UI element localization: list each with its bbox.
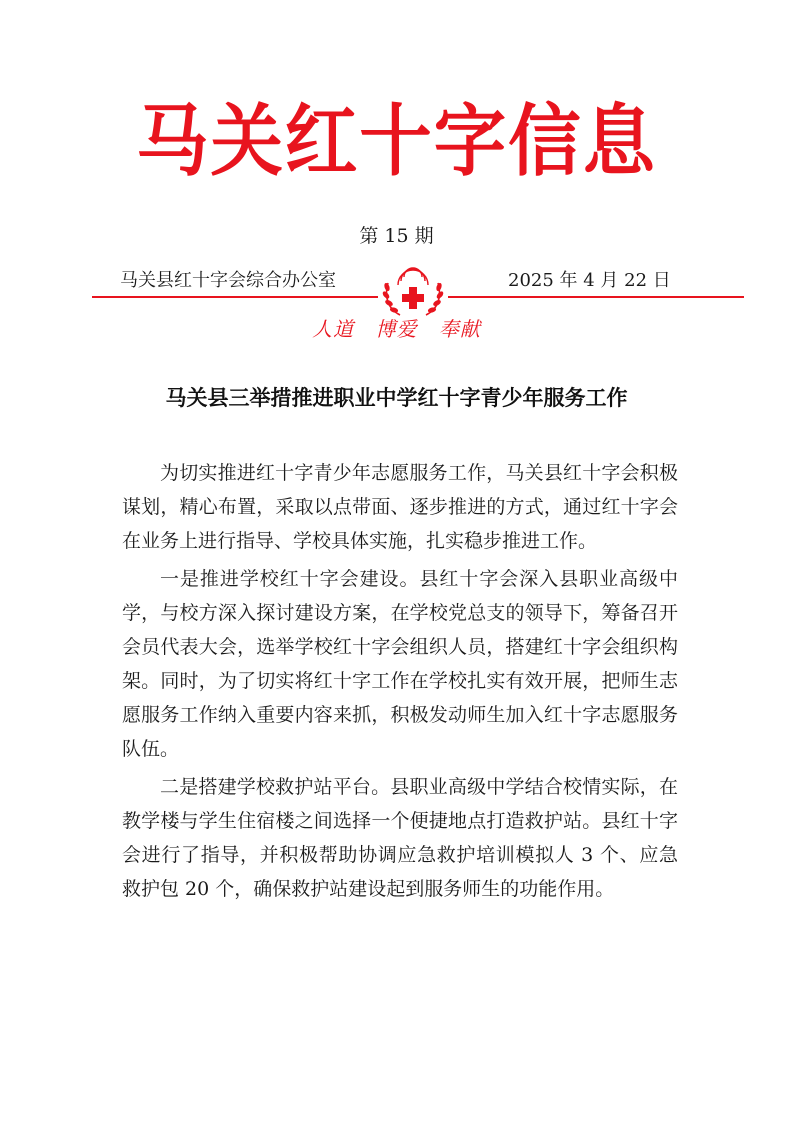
masthead-title: 马关红十字信息 xyxy=(136,97,657,187)
article-title: 马关县三举措推进职业中学红十字青少年服务工作 xyxy=(165,386,628,410)
issuing-office: 马关县红十字会综合办公室 xyxy=(120,270,336,291)
article-body xyxy=(122,456,678,910)
slogan: 人道 博爱 奉献 xyxy=(312,317,481,341)
article-paragraph: 二是搭建学校救护站平台。县职业高级中学结合校情实际，在教学楼与学生住宿楼之间选择一个便捷地点打造救护站。县红十字会进行了指导，并积极帮助协调应急救护培训模拟人 3 个、应急救护包 20 个，确保救护站建设起到服务师生的功能作用。 xyxy=(122,776,678,900)
article-paragraph: 为切实推进红十字青少年志愿服务工作，马关县红十字会积极谋划，精心布置，采取以点带面、逐步推进的方式，通过红十字会在业务上进行指导、学校具体实施，扎实稳步推进工作。 xyxy=(122,462,678,552)
issue-date: 2025 年 4 月 22 日 xyxy=(508,270,671,291)
article-paragraph: 一是推进学校红十字会建设。县红十字会深入县职业高级中学，与校方深入探讨建设方案，在学校党总支的领导下，筹备召开会员代表大会，选举学校红十字会组织人员，搭建红十字会组织构架。同时，为了切实将红十字工作在学校扎实有效开展，把师生志愿服务工作纳入重要内容来抓，积极发动师生加入红十字志愿服务队伍。 xyxy=(122,568,678,760)
red-cross-emblem-icon xyxy=(378,267,448,321)
issue-number: 第 15 期 xyxy=(359,225,434,247)
